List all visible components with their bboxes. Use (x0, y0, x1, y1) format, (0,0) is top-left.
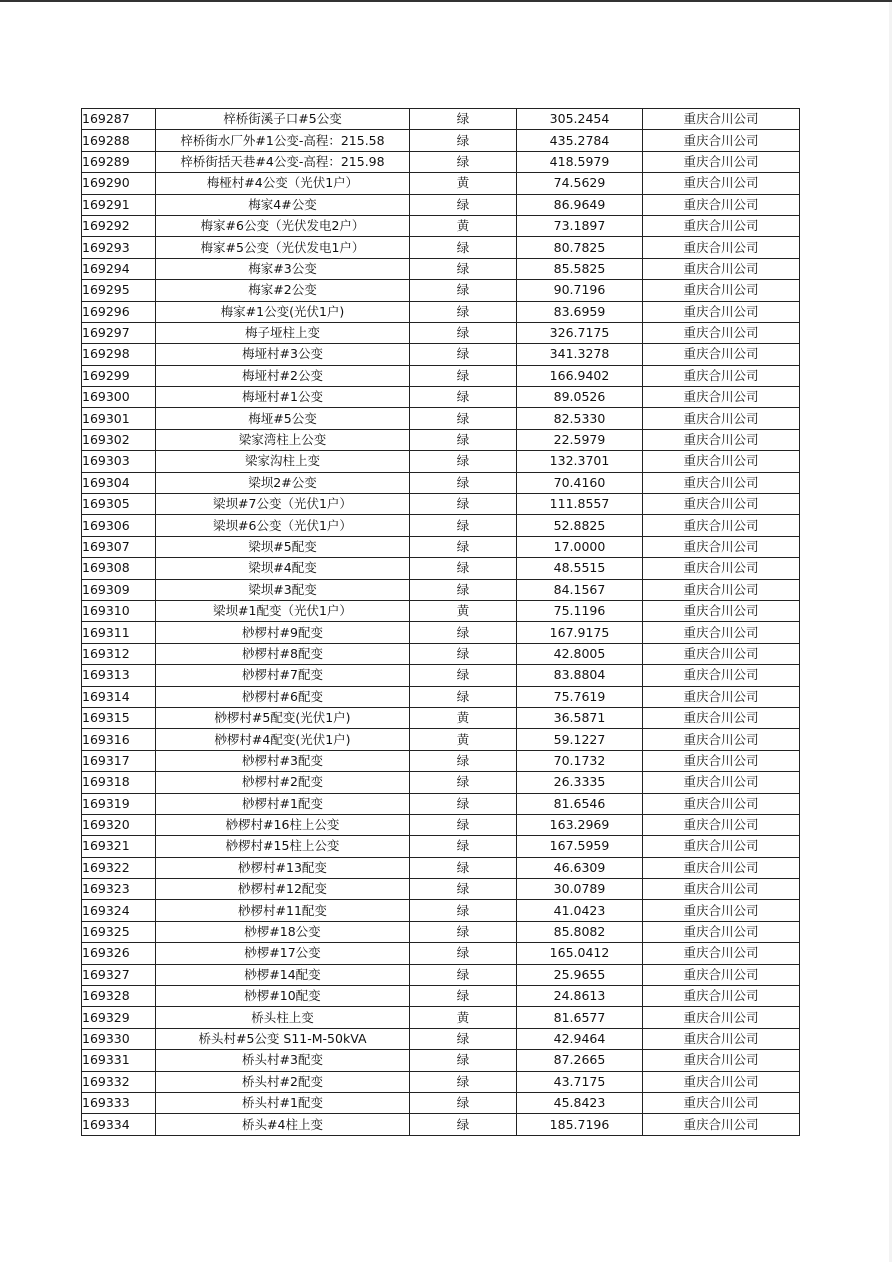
row-id-cell: 169295 (82, 280, 156, 301)
row-value-cell: 70.1732 (517, 750, 643, 771)
row-status-cell: 绿 (410, 643, 517, 664)
row-id-cell: 169314 (82, 686, 156, 707)
table-row (82, 579, 800, 600)
row-value-cell: 85.5825 (517, 258, 643, 279)
row-id-cell: 169324 (82, 900, 156, 921)
row-id-cell: 169292 (82, 215, 156, 236)
row-value-cell: 46.6309 (517, 857, 643, 878)
row-name-cell: 梅家#6公变（光伏发电2户） (156, 215, 410, 236)
row-name-cell: 梅家#1公变(光伏1户) (156, 301, 410, 322)
row-id-cell: 169297 (82, 322, 156, 343)
table-row (82, 921, 800, 942)
row-company-cell: 重庆合川公司 (643, 536, 800, 557)
table-row (82, 600, 800, 621)
row-value-cell: 83.8804 (517, 665, 643, 686)
row-status-cell: 黄 (410, 215, 517, 236)
table-row (82, 1092, 800, 1113)
row-id-cell: 169316 (82, 729, 156, 750)
row-company-cell: 重庆合川公司 (643, 921, 800, 942)
row-id-cell: 169330 (82, 1028, 156, 1049)
row-status-cell: 绿 (410, 515, 517, 536)
row-status-cell: 绿 (410, 408, 517, 429)
row-company-cell: 重庆合川公司 (643, 707, 800, 728)
row-status-cell: 绿 (410, 836, 517, 857)
row-name-cell: 梓桥街括天巷#4公变-高程：215.98 (156, 151, 410, 172)
table-row (82, 1114, 800, 1135)
table-row (82, 900, 800, 921)
row-id-cell: 169326 (82, 943, 156, 964)
row-value-cell: 25.9655 (517, 964, 643, 985)
row-name-cell: 梁坝2#公变 (156, 472, 410, 493)
row-id-cell: 169328 (82, 986, 156, 1007)
table-row (82, 429, 800, 450)
row-status-cell: 绿 (410, 387, 517, 408)
row-value-cell: 111.8557 (517, 494, 643, 515)
row-value-cell: 89.0526 (517, 387, 643, 408)
row-company-cell: 重庆合川公司 (643, 1050, 800, 1071)
row-id-cell: 169315 (82, 707, 156, 728)
row-company-cell: 重庆合川公司 (643, 836, 800, 857)
row-status-cell: 绿 (410, 1114, 517, 1135)
row-status-cell: 绿 (410, 1028, 517, 1049)
row-value-cell: 80.7825 (517, 237, 643, 258)
table-row (82, 494, 800, 515)
row-value-cell: 81.6546 (517, 793, 643, 814)
table-row (82, 686, 800, 707)
row-id-cell: 169300 (82, 387, 156, 408)
row-value-cell: 17.0000 (517, 536, 643, 557)
row-status-cell: 黄 (410, 173, 517, 194)
row-company-cell: 重庆合川公司 (643, 1071, 800, 1092)
row-status-cell: 绿 (410, 237, 517, 258)
row-company-cell: 重庆合川公司 (643, 558, 800, 579)
row-company-cell: 重庆合川公司 (643, 729, 800, 750)
row-status-cell: 绿 (410, 857, 517, 878)
row-id-cell: 169309 (82, 579, 156, 600)
row-value-cell: 185.7196 (517, 1114, 643, 1135)
table-row (82, 707, 800, 728)
row-status-cell: 绿 (410, 322, 517, 343)
row-company-cell: 重庆合川公司 (643, 900, 800, 921)
table-row (82, 772, 800, 793)
row-company-cell: 重庆合川公司 (643, 472, 800, 493)
row-company-cell: 重庆合川公司 (643, 622, 800, 643)
row-value-cell: 74.5629 (517, 173, 643, 194)
row-name-cell: 桥头村#3配变 (156, 1050, 410, 1071)
row-status-cell: 绿 (410, 472, 517, 493)
row-name-cell: 桥头村#2配变 (156, 1071, 410, 1092)
row-status-cell: 绿 (410, 344, 517, 365)
row-name-cell: 桫椤村#2配变 (156, 772, 410, 793)
row-company-cell: 重庆合川公司 (643, 814, 800, 835)
row-value-cell: 435.2784 (517, 130, 643, 151)
table-row (82, 536, 800, 557)
row-name-cell: 梁坝#6公变（光伏1户） (156, 515, 410, 536)
row-company-cell: 重庆合川公司 (643, 322, 800, 343)
row-id-cell: 169291 (82, 194, 156, 215)
row-value-cell: 82.5330 (517, 408, 643, 429)
row-name-cell: 桫椤村#9配变 (156, 622, 410, 643)
table-row (82, 109, 800, 130)
row-id-cell: 169327 (82, 964, 156, 985)
row-status-cell: 绿 (410, 429, 517, 450)
table-row (82, 986, 800, 1007)
row-name-cell: 桫椤村#12配变 (156, 879, 410, 900)
table-row (82, 215, 800, 236)
row-name-cell: 梁家湾柱上公变 (156, 429, 410, 450)
row-id-cell: 169313 (82, 665, 156, 686)
row-value-cell: 45.8423 (517, 1092, 643, 1113)
row-id-cell: 169310 (82, 600, 156, 621)
row-value-cell: 52.8825 (517, 515, 643, 536)
row-value-cell: 75.7619 (517, 686, 643, 707)
row-value-cell: 83.6959 (517, 301, 643, 322)
row-status-cell: 绿 (410, 921, 517, 942)
row-value-cell: 59.1227 (517, 729, 643, 750)
page-top-border (0, 0, 892, 2)
row-company-cell: 重庆合川公司 (643, 750, 800, 771)
row-company-cell: 重庆合川公司 (643, 793, 800, 814)
table-row (82, 322, 800, 343)
row-company-cell: 重庆合川公司 (643, 943, 800, 964)
row-id-cell: 169288 (82, 130, 156, 151)
table-row (82, 515, 800, 536)
table-row (82, 814, 800, 835)
row-name-cell: 桫椤#14配变 (156, 964, 410, 985)
row-value-cell: 22.5979 (517, 429, 643, 450)
row-status-cell: 绿 (410, 964, 517, 985)
row-status-cell: 黄 (410, 707, 517, 728)
row-status-cell: 绿 (410, 451, 517, 472)
row-company-cell: 重庆合川公司 (643, 1028, 800, 1049)
table-body (82, 109, 800, 1136)
row-status-cell: 绿 (410, 793, 517, 814)
row-name-cell: 桫椤村#11配变 (156, 900, 410, 921)
row-value-cell: 167.9175 (517, 622, 643, 643)
table-row (82, 280, 800, 301)
table-row (82, 344, 800, 365)
row-value-cell: 341.3278 (517, 344, 643, 365)
row-name-cell: 梅垭村#3公变 (156, 344, 410, 365)
row-status-cell: 绿 (410, 1092, 517, 1113)
table-row (82, 130, 800, 151)
table-row (82, 857, 800, 878)
row-id-cell: 169325 (82, 921, 156, 942)
row-name-cell: 桥头村#1配变 (156, 1092, 410, 1113)
row-value-cell: 36.5871 (517, 707, 643, 728)
row-status-cell: 绿 (410, 494, 517, 515)
row-value-cell: 163.2969 (517, 814, 643, 835)
row-value-cell: 90.7196 (517, 280, 643, 301)
row-value-cell: 42.9464 (517, 1028, 643, 1049)
table-row (82, 365, 800, 386)
row-value-cell: 24.8613 (517, 986, 643, 1007)
row-name-cell: 桫椤村#4配变(光伏1户) (156, 729, 410, 750)
row-id-cell: 169319 (82, 793, 156, 814)
row-name-cell: 梅垭村#1公变 (156, 387, 410, 408)
row-name-cell: 桫椤#17公变 (156, 943, 410, 964)
table-row (82, 793, 800, 814)
row-company-cell: 重庆合川公司 (643, 494, 800, 515)
row-id-cell: 169306 (82, 515, 156, 536)
row-name-cell: 梅垭#5公变 (156, 408, 410, 429)
row-name-cell: 梅家4#公变 (156, 194, 410, 215)
row-id-cell: 169296 (82, 301, 156, 322)
row-company-cell: 重庆合川公司 (643, 964, 800, 985)
row-id-cell: 169302 (82, 429, 156, 450)
row-value-cell: 326.7175 (517, 322, 643, 343)
table-row (82, 964, 800, 985)
row-status-cell: 绿 (410, 258, 517, 279)
table-row (82, 622, 800, 643)
row-name-cell: 梁坝#3配变 (156, 579, 410, 600)
row-value-cell: 81.6577 (517, 1007, 643, 1028)
row-status-cell: 绿 (410, 686, 517, 707)
row-status-cell: 绿 (410, 194, 517, 215)
row-value-cell: 41.0423 (517, 900, 643, 921)
table-row (82, 643, 800, 664)
table-row (82, 1071, 800, 1092)
table-row (82, 558, 800, 579)
table-row (82, 472, 800, 493)
row-company-cell: 重庆合川公司 (643, 600, 800, 621)
row-value-cell: 75.1196 (517, 600, 643, 621)
row-name-cell: 梓桥街水厂外#1公变-高程：215.58 (156, 130, 410, 151)
row-id-cell: 169307 (82, 536, 156, 557)
row-value-cell: 84.1567 (517, 579, 643, 600)
row-name-cell: 桫椤村#16柱上公变 (156, 814, 410, 835)
row-name-cell: 梁坝#1配变（光伏1户） (156, 600, 410, 621)
row-name-cell: 梁坝#4配变 (156, 558, 410, 579)
row-id-cell: 169294 (82, 258, 156, 279)
table-row (82, 408, 800, 429)
row-status-cell: 绿 (410, 943, 517, 964)
row-id-cell: 169287 (82, 109, 156, 130)
row-company-cell: 重庆合川公司 (643, 130, 800, 151)
row-id-cell: 169293 (82, 237, 156, 258)
row-id-cell: 169317 (82, 750, 156, 771)
row-company-cell: 重庆合川公司 (643, 109, 800, 130)
row-name-cell: 桥头#4柱上变 (156, 1114, 410, 1135)
row-status-cell: 绿 (410, 558, 517, 579)
row-id-cell: 169320 (82, 814, 156, 835)
row-status-cell: 绿 (410, 130, 517, 151)
row-name-cell: 桫椤#18公变 (156, 921, 410, 942)
row-value-cell: 132.3701 (517, 451, 643, 472)
table-row (82, 301, 800, 322)
row-id-cell: 169321 (82, 836, 156, 857)
row-company-cell: 重庆合川公司 (643, 151, 800, 172)
row-status-cell: 绿 (410, 301, 517, 322)
row-value-cell: 167.5959 (517, 836, 643, 857)
row-id-cell: 169298 (82, 344, 156, 365)
row-id-cell: 169318 (82, 772, 156, 793)
row-value-cell: 165.0412 (517, 943, 643, 964)
row-company-cell: 重庆合川公司 (643, 365, 800, 386)
row-name-cell: 梅子垭柱上变 (156, 322, 410, 343)
row-name-cell: 桥头村#5公变 S11-M-50kVA (156, 1028, 410, 1049)
transformer-data-table (81, 108, 800, 1136)
row-id-cell: 169311 (82, 622, 156, 643)
row-name-cell: 梅垭村#2公变 (156, 365, 410, 386)
row-status-cell: 绿 (410, 986, 517, 1007)
row-name-cell: 梓桥街溪子口#5公变 (156, 109, 410, 130)
row-company-cell: 重庆合川公司 (643, 194, 800, 215)
row-name-cell: 梁坝#5配变 (156, 536, 410, 557)
row-company-cell: 重庆合川公司 (643, 579, 800, 600)
row-status-cell: 绿 (410, 772, 517, 793)
row-id-cell: 169332 (82, 1071, 156, 1092)
row-value-cell: 48.5515 (517, 558, 643, 579)
row-status-cell: 绿 (410, 900, 517, 921)
row-name-cell: 桫椤村#8配变 (156, 643, 410, 664)
table-row (82, 729, 800, 750)
row-company-cell: 重庆合川公司 (643, 857, 800, 878)
row-company-cell: 重庆合川公司 (643, 665, 800, 686)
table-row (82, 1007, 800, 1028)
row-company-cell: 重庆合川公司 (643, 643, 800, 664)
table-row (82, 1050, 800, 1071)
table-row (82, 750, 800, 771)
table-row (82, 879, 800, 900)
row-name-cell: 梅家#3公变 (156, 258, 410, 279)
row-id-cell: 169299 (82, 365, 156, 386)
row-name-cell: 梅家#2公变 (156, 280, 410, 301)
row-name-cell: 梁坝#7公变（光伏1户） (156, 494, 410, 515)
row-company-cell: 重庆合川公司 (643, 387, 800, 408)
row-company-cell: 重庆合川公司 (643, 173, 800, 194)
row-name-cell: 桫椤村#7配变 (156, 665, 410, 686)
table-row (82, 173, 800, 194)
row-name-cell: 梁家沟柱上变 (156, 451, 410, 472)
row-company-cell: 重庆合川公司 (643, 215, 800, 236)
row-name-cell: 桥头柱上变 (156, 1007, 410, 1028)
row-value-cell: 418.5979 (517, 151, 643, 172)
row-company-cell: 重庆合川公司 (643, 258, 800, 279)
row-id-cell: 169323 (82, 879, 156, 900)
table-row (82, 1028, 800, 1049)
row-status-cell: 绿 (410, 579, 517, 600)
table-row (82, 943, 800, 964)
row-company-cell: 重庆合川公司 (643, 429, 800, 450)
row-status-cell: 黄 (410, 600, 517, 621)
row-status-cell: 绿 (410, 879, 517, 900)
row-name-cell: 桫椤村#5配变(光伏1户) (156, 707, 410, 728)
row-id-cell: 169312 (82, 643, 156, 664)
row-status-cell: 绿 (410, 750, 517, 771)
row-id-cell: 169290 (82, 173, 156, 194)
row-company-cell: 重庆合川公司 (643, 1007, 800, 1028)
row-value-cell: 30.0789 (517, 879, 643, 900)
row-company-cell: 重庆合川公司 (643, 879, 800, 900)
row-company-cell: 重庆合川公司 (643, 1114, 800, 1135)
row-name-cell: 桫椤村#1配变 (156, 793, 410, 814)
row-name-cell: 桫椤#10配变 (156, 986, 410, 1007)
row-id-cell: 169304 (82, 472, 156, 493)
row-company-cell: 重庆合川公司 (643, 686, 800, 707)
row-value-cell: 43.7175 (517, 1071, 643, 1092)
table-row (82, 194, 800, 215)
row-id-cell: 169303 (82, 451, 156, 472)
row-company-cell: 重庆合川公司 (643, 515, 800, 536)
row-company-cell: 重庆合川公司 (643, 301, 800, 322)
row-id-cell: 169329 (82, 1007, 156, 1028)
row-status-cell: 绿 (410, 109, 517, 130)
row-company-cell: 重庆合川公司 (643, 451, 800, 472)
row-value-cell: 87.2665 (517, 1050, 643, 1071)
row-id-cell: 169333 (82, 1092, 156, 1113)
row-company-cell: 重庆合川公司 (643, 772, 800, 793)
row-id-cell: 169305 (82, 494, 156, 515)
row-company-cell: 重庆合川公司 (643, 280, 800, 301)
row-company-cell: 重庆合川公司 (643, 986, 800, 1007)
table-row (82, 665, 800, 686)
row-id-cell: 169334 (82, 1114, 156, 1135)
row-status-cell: 绿 (410, 665, 517, 686)
row-company-cell: 重庆合川公司 (643, 408, 800, 429)
row-company-cell: 重庆合川公司 (643, 1092, 800, 1113)
row-status-cell: 绿 (410, 814, 517, 835)
row-id-cell: 169301 (82, 408, 156, 429)
row-value-cell: 305.2454 (517, 109, 643, 130)
row-name-cell: 桫椤村#15柱上公变 (156, 836, 410, 857)
row-name-cell: 梅桠村#4公变（光伏1户） (156, 173, 410, 194)
row-status-cell: 黄 (410, 1007, 517, 1028)
table-row (82, 151, 800, 172)
row-id-cell: 169322 (82, 857, 156, 878)
row-name-cell: 桫椤村#13配变 (156, 857, 410, 878)
row-value-cell: 73.1897 (517, 215, 643, 236)
row-id-cell: 169289 (82, 151, 156, 172)
row-status-cell: 绿 (410, 1050, 517, 1071)
row-name-cell: 梅家#5公变（光伏发电1户） (156, 237, 410, 258)
table-row (82, 836, 800, 857)
row-status-cell: 绿 (410, 622, 517, 643)
table-row (82, 451, 800, 472)
row-status-cell: 绿 (410, 280, 517, 301)
row-status-cell: 绿 (410, 151, 517, 172)
row-status-cell: 绿 (410, 1071, 517, 1092)
row-company-cell: 重庆合川公司 (643, 237, 800, 258)
row-id-cell: 169308 (82, 558, 156, 579)
row-name-cell: 桫椤村#6配变 (156, 686, 410, 707)
row-value-cell: 166.9402 (517, 365, 643, 386)
row-value-cell: 85.8082 (517, 921, 643, 942)
row-company-cell: 重庆合川公司 (643, 344, 800, 365)
row-status-cell: 黄 (410, 729, 517, 750)
row-value-cell: 86.9649 (517, 194, 643, 215)
table-row (82, 237, 800, 258)
row-value-cell: 42.8005 (517, 643, 643, 664)
row-name-cell: 桫椤村#3配变 (156, 750, 410, 771)
table-row (82, 387, 800, 408)
row-value-cell: 26.3335 (517, 772, 643, 793)
row-status-cell: 绿 (410, 365, 517, 386)
table-row (82, 258, 800, 279)
row-status-cell: 绿 (410, 536, 517, 557)
row-value-cell: 70.4160 (517, 472, 643, 493)
row-id-cell: 169331 (82, 1050, 156, 1071)
